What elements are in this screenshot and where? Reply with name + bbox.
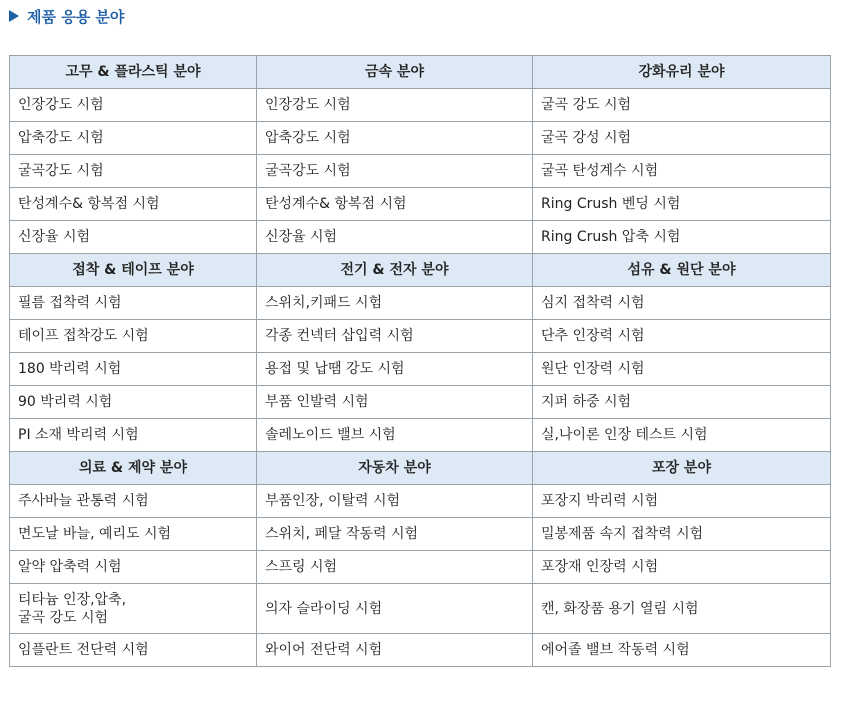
table-row [10, 584, 831, 634]
table-cell: 필름 접착력 시험 [10, 287, 257, 320]
table-row [10, 518, 831, 551]
table-cell: 압축강도 시험 [10, 122, 257, 155]
table-cell: 원단 인장력 시험 [533, 353, 831, 386]
table-cell: 단추 인장력 시험 [533, 320, 831, 353]
table-row [10, 551, 831, 584]
table-row [10, 188, 831, 221]
table-header-cell: 접착 & 테이프 분야 [10, 254, 257, 287]
table-cell: 탄성계수& 항복점 시험 [10, 188, 257, 221]
table-cell: 에어졸 밸브 작동력 시험 [533, 634, 831, 667]
table-cell: 캔, 화장품 용기 열림 시험 [533, 584, 831, 634]
table-header-cell: 전기 & 전자 분야 [257, 254, 533, 287]
table-cell: 인장강도 시험 [10, 89, 257, 122]
table-row [10, 221, 831, 254]
table-cell: 부품 인발력 시험 [257, 386, 533, 419]
table-cell: 면도날 바늘, 예리도 시험 [10, 518, 257, 551]
table-cell: Ring Crush 벤딩 시험 [533, 188, 831, 221]
table-cell: 180 박리력 시험 [10, 353, 257, 386]
table-cell: 신장율 시험 [10, 221, 257, 254]
table-header-row [10, 254, 831, 287]
table-cell: 굴곡 강도 시험 [533, 89, 831, 122]
table-row [10, 634, 831, 667]
table-cell: 신장율 시험 [257, 221, 533, 254]
table-header-cell: 금속 분야 [257, 56, 533, 89]
applications-table [9, 55, 831, 667]
table-cell: 굴곡강도 시험 [257, 155, 533, 188]
table-row [10, 485, 831, 518]
table-cell: 스위치, 페달 작동력 시험 [257, 518, 533, 551]
table-header-cell: 고무 & 플라스틱 분야 [10, 56, 257, 89]
table-cell: 포장재 인장력 시험 [533, 551, 831, 584]
table-row [10, 122, 831, 155]
table-cell: 굴곡 강성 시험 [533, 122, 831, 155]
section-title-text: 제품 응용 분야 [27, 7, 125, 26]
section-title [9, 6, 124, 26]
table-cell: 각종 컨넥터 삽입력 시험 [257, 320, 533, 353]
table-cell: 티타늄 인장,압축, 굴곡 강도 시험 [10, 584, 257, 634]
table-header-row [10, 452, 831, 485]
triangle-right-icon [9, 10, 19, 22]
table-row [10, 287, 831, 320]
table-cell: PI 소재 박리력 시험 [10, 419, 257, 452]
table-cell: 90 박리력 시험 [10, 386, 257, 419]
table-row [10, 353, 831, 386]
table-cell: 용접 및 납땜 강도 시험 [257, 353, 533, 386]
table-row [10, 155, 831, 188]
table-header-cell: 의료 & 제약 분야 [10, 452, 257, 485]
table-cell: 밀봉제품 속지 접착력 시험 [533, 518, 831, 551]
table-cell: 굴곡강도 시험 [10, 155, 257, 188]
table-cell: 탄성계수& 항복점 시험 [257, 188, 533, 221]
table-row [10, 89, 831, 122]
table-cell: 솔레노이드 밸브 시험 [257, 419, 533, 452]
table-header-cell: 포장 분야 [533, 452, 831, 485]
table-cell: 스프링 시험 [257, 551, 533, 584]
table-cell: 포장지 박리력 시험 [533, 485, 831, 518]
table-cell: 지퍼 하중 시험 [533, 386, 831, 419]
table-cell: 인장강도 시험 [257, 89, 533, 122]
table-cell: 심지 접착력 시험 [533, 287, 831, 320]
table-header-cell: 섬유 & 원단 분야 [533, 254, 831, 287]
table-cell: 압축강도 시험 [257, 122, 533, 155]
table-cell: 실,나이론 인장 테스트 시험 [533, 419, 831, 452]
table-cell: 테이프 접착강도 시험 [10, 320, 257, 353]
table-header-cell: 강화유리 분야 [533, 56, 831, 89]
table-cell: 임플란트 전단력 시험 [10, 634, 257, 667]
table-cell: 부품인장, 이탈력 시험 [257, 485, 533, 518]
table-row [10, 419, 831, 452]
table-cell: 와이어 전단력 시험 [257, 634, 533, 667]
table-cell: 알약 압축력 시험 [10, 551, 257, 584]
table-cell: 의자 슬라이딩 시험 [257, 584, 533, 634]
table-row [10, 320, 831, 353]
table-cell: 스위치,키패드 시험 [257, 287, 533, 320]
table-row [10, 386, 831, 419]
table-header-cell: 자동차 분야 [257, 452, 533, 485]
table-cell: 굴곡 탄성계수 시험 [533, 155, 831, 188]
table-cell: Ring Crush 압축 시험 [533, 221, 831, 254]
table-cell: 주사바늘 관통력 시험 [10, 485, 257, 518]
table-header-row [10, 56, 831, 89]
